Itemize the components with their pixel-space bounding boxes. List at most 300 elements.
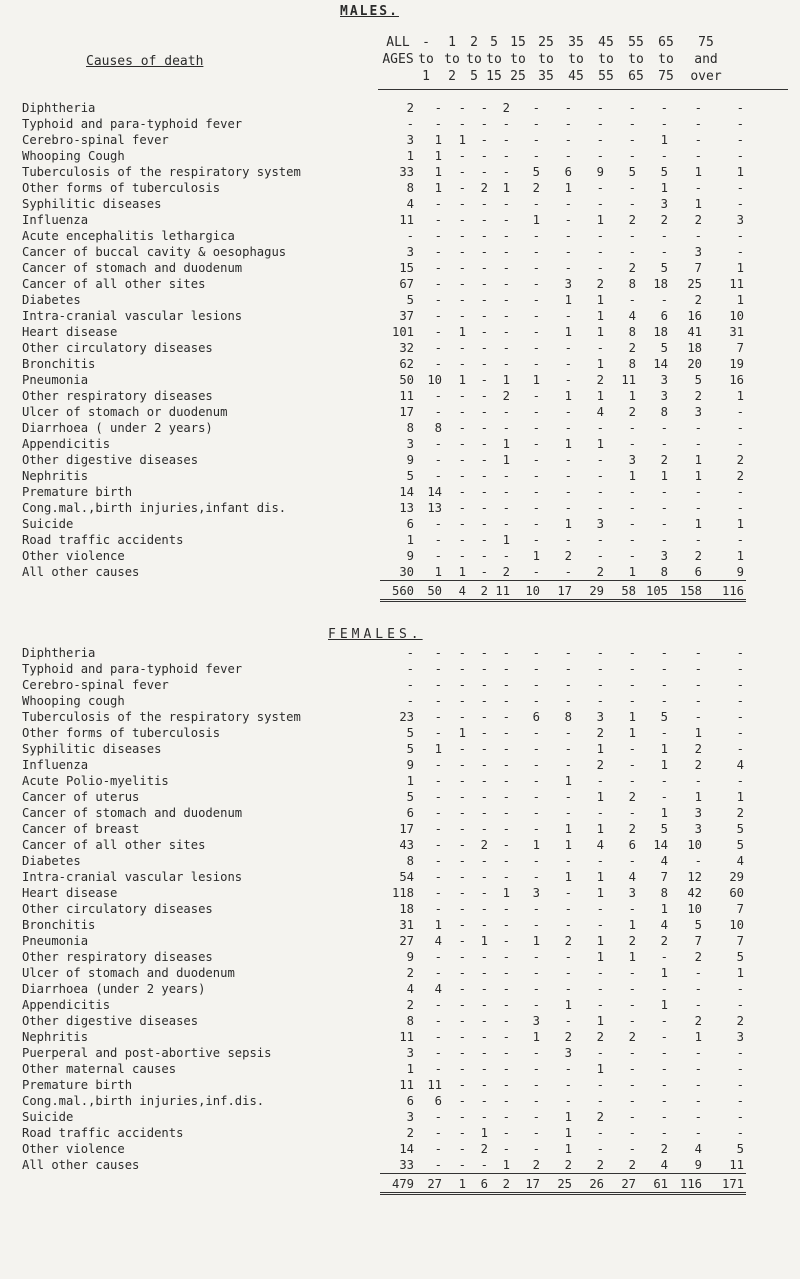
count-cell: -: [736, 726, 744, 740]
cause-label: Pneumonia: [22, 373, 89, 387]
count-cell: -: [480, 149, 488, 163]
count-cell: -: [694, 1110, 702, 1124]
count-cell: 11: [729, 277, 744, 291]
count-cell: -: [736, 1126, 744, 1140]
count-cell: -: [458, 341, 466, 355]
count-cell: 14: [653, 357, 668, 371]
count-cell: -: [434, 678, 442, 692]
count-cell: -: [596, 341, 604, 355]
count-cell: 3: [406, 1046, 414, 1060]
count-cell: 11: [729, 1158, 744, 1172]
count-cell: 3: [628, 453, 636, 467]
count-cell: -: [458, 1094, 466, 1108]
count-cell: 2: [406, 1126, 414, 1140]
cause-label: Diarrhoea (under 2 years): [22, 982, 206, 996]
count-cell: -: [434, 261, 442, 275]
count-cell: -: [694, 1062, 702, 1076]
count-cell: -: [736, 133, 744, 147]
count-cell: 5: [694, 373, 702, 387]
count-cell: 8: [434, 421, 442, 435]
count-cell: -: [458, 710, 466, 724]
cause-label: Pneumonia: [22, 934, 89, 948]
count-cell: -: [458, 950, 466, 964]
count-cell: 2: [628, 790, 636, 804]
count-cell: 10: [729, 918, 744, 932]
count-cell: -: [502, 1014, 510, 1028]
count-cell: -: [480, 774, 488, 788]
count-cell: 2: [628, 261, 636, 275]
count-cell: -: [480, 373, 488, 387]
count-cell: -: [564, 261, 572, 275]
count-cell: -: [458, 245, 466, 259]
count-cell: -: [502, 1142, 510, 1156]
age-column-header: 2 to 5: [466, 35, 482, 84]
count-cell: -: [564, 373, 572, 387]
count-cell: -: [502, 998, 510, 1012]
cause-label: Other circulatory diseases: [22, 902, 213, 916]
count-cell: -: [480, 1094, 488, 1108]
count-cell: -: [502, 1110, 510, 1124]
count-cell: -: [406, 678, 414, 692]
count-cell: -: [434, 405, 442, 419]
count-cell: -: [694, 533, 702, 547]
count-cell: -: [660, 421, 668, 435]
cause-label: Syphilitic diseases: [22, 197, 162, 211]
count-cell: -: [694, 485, 702, 499]
count-cell: 2: [564, 549, 572, 563]
count-cell: -: [564, 341, 572, 355]
totals-spacer: [0, 1174, 380, 1194]
count-cell: 2: [502, 101, 510, 115]
count-cell: -: [660, 950, 668, 964]
count-cell: -: [458, 277, 466, 291]
count-cell: -: [532, 1078, 540, 1092]
count-cell: -: [596, 1126, 604, 1140]
count-cell: 1: [628, 565, 636, 579]
count-cell: -: [502, 245, 510, 259]
count-cell: -: [660, 101, 668, 115]
count-cell: 4: [406, 982, 414, 996]
count-cell: -: [502, 1126, 510, 1140]
count-cell: -: [480, 165, 488, 179]
cause-label: Cancer of breast: [22, 822, 140, 836]
cause-label: Suicide: [22, 1110, 74, 1124]
table-row: [0, 1093, 746, 1109]
count-cell: -: [480, 1046, 488, 1060]
count-cell: -: [628, 101, 636, 115]
count-cell: 1: [628, 918, 636, 932]
count-cell: 10: [687, 838, 702, 852]
header-rule: [378, 89, 788, 90]
count-cell: 2: [694, 742, 702, 756]
count-cell: 8: [660, 886, 668, 900]
count-cell: 2: [694, 213, 702, 227]
count-cell: -: [532, 790, 540, 804]
count-cell: -: [434, 662, 442, 676]
count-cell: -: [502, 1030, 510, 1044]
table-row: [0, 148, 746, 164]
count-cell: -: [458, 421, 466, 435]
count-cell: -: [480, 405, 488, 419]
count-cell: -: [596, 678, 604, 692]
count-cell: -: [596, 197, 604, 211]
table-row: [0, 100, 746, 116]
table-row: [0, 709, 746, 725]
count-cell: 101: [391, 325, 414, 339]
count-cell: 1: [532, 373, 540, 387]
count-cell: 2: [596, 1030, 604, 1044]
count-cell: -: [480, 261, 488, 275]
count-cell: 18: [653, 277, 668, 291]
males-title: MALES.: [340, 4, 399, 19]
count-cell: -: [564, 101, 572, 115]
table-row: [0, 212, 746, 228]
count-cell: -: [502, 405, 510, 419]
count-cell: -: [480, 453, 488, 467]
count-cell: 4: [736, 854, 744, 868]
count-cell: -: [480, 694, 488, 708]
count-cell: 2: [502, 565, 510, 579]
cause-label: Cerebro-spinal fever: [22, 133, 169, 147]
count-cell: -: [434, 309, 442, 323]
cause-label: Bronchitis: [22, 357, 96, 371]
count-cell: -: [660, 1126, 668, 1140]
count-cell: 2: [480, 181, 488, 195]
count-cell: -: [532, 726, 540, 740]
count-cell: -: [564, 1014, 572, 1028]
count-cell: -: [434, 838, 442, 852]
count-cell: 2: [628, 1030, 636, 1044]
table-row: [0, 228, 746, 244]
count-cell: 2: [596, 565, 604, 579]
count-cell: -: [660, 678, 668, 692]
total-cell: 17: [542, 581, 574, 601]
count-cell: -: [480, 678, 488, 692]
count-cell: -: [458, 998, 466, 1012]
table-row: [0, 997, 746, 1013]
count-cell: 4: [694, 1142, 702, 1156]
count-cell: -: [564, 213, 572, 227]
count-cell: -: [736, 1062, 744, 1076]
count-cell: -: [406, 694, 414, 708]
count-cell: 4: [596, 838, 604, 852]
cause-label: Other circulatory diseases: [22, 341, 213, 355]
count-cell: -: [736, 485, 744, 499]
count-cell: 1: [434, 742, 442, 756]
count-cell: -: [596, 966, 604, 980]
count-cell: 14: [399, 485, 414, 499]
count-cell: -: [458, 437, 466, 451]
count-cell: 1: [660, 181, 668, 195]
count-cell: -: [480, 213, 488, 227]
count-cell: 2: [660, 453, 668, 467]
count-cell: -: [502, 325, 510, 339]
count-cell: -: [480, 309, 488, 323]
count-cell: -: [736, 742, 744, 756]
count-cell: 2: [564, 1158, 572, 1172]
count-cell: -: [564, 357, 572, 371]
cause-label: Road traffic accidents: [22, 533, 184, 547]
count-cell: 1: [596, 309, 604, 323]
count-cell: -: [458, 822, 466, 836]
count-cell: -: [502, 1078, 510, 1092]
count-cell: -: [660, 117, 668, 131]
count-cell: 2: [406, 998, 414, 1012]
table-row: [0, 1125, 746, 1141]
count-cell: -: [502, 790, 510, 804]
count-cell: -: [736, 245, 744, 259]
count-cell: -: [502, 421, 510, 435]
cause-label: Cancer of stomach and duodenum: [22, 261, 243, 275]
total-cell: 6: [468, 1174, 490, 1194]
count-cell: -: [458, 485, 466, 499]
count-cell: 16: [687, 309, 702, 323]
count-cell: -: [480, 421, 488, 435]
count-cell: -: [480, 710, 488, 724]
count-cell: 8: [406, 421, 414, 435]
table-row: [0, 837, 746, 853]
count-cell: -: [434, 998, 442, 1012]
count-cell: -: [628, 758, 636, 772]
count-cell: -: [458, 902, 466, 916]
count-cell: -: [480, 662, 488, 676]
count-cell: -: [502, 165, 510, 179]
count-cell: -: [458, 293, 466, 307]
count-cell: -: [736, 533, 744, 547]
count-cell: -: [480, 1078, 488, 1092]
count-cell: -: [434, 774, 442, 788]
count-cell: 1: [406, 774, 414, 788]
count-cell: -: [480, 245, 488, 259]
count-cell: 12: [687, 870, 702, 884]
count-cell: -: [628, 149, 636, 163]
count-cell: -: [502, 950, 510, 964]
count-cell: 2: [694, 758, 702, 772]
count-cell: 8: [564, 710, 572, 724]
count-cell: -: [736, 694, 744, 708]
count-cell: 18: [653, 325, 668, 339]
count-cell: -: [502, 918, 510, 932]
count-cell: -: [434, 1158, 442, 1172]
age-column-header: 1 to 2: [444, 35, 460, 84]
cause-label: Premature birth: [22, 485, 133, 499]
count-cell: 1: [596, 870, 604, 884]
count-cell: 2: [694, 549, 702, 563]
count-cell: -: [694, 181, 702, 195]
count-cell: -: [458, 309, 466, 323]
count-cell: -: [660, 662, 668, 676]
count-cell: -: [434, 1142, 442, 1156]
count-cell: -: [628, 806, 636, 820]
table-row: [0, 436, 746, 452]
count-cell: -: [502, 549, 510, 563]
count-cell: -: [434, 758, 442, 772]
table-row: [0, 933, 746, 949]
count-cell: -: [458, 181, 466, 195]
totals-row: [0, 1174, 746, 1194]
count-cell: -: [434, 341, 442, 355]
count-cell: 7: [660, 870, 668, 884]
count-cell: -: [434, 966, 442, 980]
count-cell: 42: [687, 886, 702, 900]
count-cell: 1: [660, 133, 668, 147]
count-cell: -: [502, 662, 510, 676]
count-cell: 3: [564, 1046, 572, 1060]
count-cell: 1: [502, 533, 510, 547]
count-cell: -: [502, 726, 510, 740]
count-cell: -: [532, 950, 540, 964]
cause-label: Other digestive diseases: [22, 453, 199, 467]
count-cell: -: [458, 405, 466, 419]
table-row: [0, 1029, 746, 1045]
count-cell: 1: [596, 293, 604, 307]
count-cell: -: [532, 117, 540, 131]
count-cell: -: [502, 1062, 510, 1076]
count-cell: 10: [427, 373, 442, 387]
count-cell: 2: [596, 277, 604, 291]
table-row: [0, 484, 746, 500]
count-cell: -: [434, 389, 442, 403]
count-cell: -: [564, 1078, 572, 1092]
count-cell: -: [434, 694, 442, 708]
count-cell: -: [502, 1046, 510, 1060]
count-cell: 2: [596, 726, 604, 740]
count-cell: 1: [596, 886, 604, 900]
total-cell: 4: [444, 581, 468, 601]
count-cell: -: [532, 245, 540, 259]
count-cell: -: [480, 998, 488, 1012]
count-cell: -: [564, 950, 572, 964]
count-cell: -: [628, 117, 636, 131]
count-cell: -: [564, 149, 572, 163]
count-cell: -: [532, 902, 540, 916]
count-cell: 1: [596, 1014, 604, 1028]
count-cell: -: [564, 133, 572, 147]
count-cell: 10: [729, 309, 744, 323]
count-cell: 41: [687, 325, 702, 339]
count-cell: 6: [628, 838, 636, 852]
cause-label: Appendicitis: [22, 998, 111, 1012]
count-cell: 2: [596, 1158, 604, 1172]
count-cell: -: [628, 662, 636, 676]
count-cell: 2: [564, 1030, 572, 1044]
count-cell: -: [660, 517, 668, 531]
count-cell: -: [628, 678, 636, 692]
count-cell: -: [660, 1030, 668, 1044]
cause-label: Appendicitis: [22, 437, 111, 451]
count-cell: -: [628, 197, 636, 211]
count-cell: 1: [564, 181, 572, 195]
count-cell: 32: [399, 341, 414, 355]
count-cell: 1: [628, 389, 636, 403]
count-cell: 9: [406, 950, 414, 964]
cause-label: Diphtheria: [22, 646, 96, 660]
count-cell: 5: [694, 918, 702, 932]
count-cell: -: [736, 501, 744, 515]
count-cell: -: [458, 165, 466, 179]
count-cell: -: [532, 533, 540, 547]
count-cell: 4: [434, 934, 442, 948]
table-row: [0, 308, 746, 324]
count-cell: 3: [406, 1110, 414, 1124]
count-cell: -: [660, 726, 668, 740]
count-cell: -: [532, 293, 540, 307]
count-cell: -: [564, 245, 572, 259]
count-cell: -: [736, 117, 744, 131]
count-cell: -: [628, 181, 636, 195]
cause-label: Premature birth: [22, 1078, 133, 1092]
count-cell: 2: [694, 389, 702, 403]
count-cell: -: [660, 533, 668, 547]
count-cell: 2: [532, 181, 540, 195]
count-cell: -: [458, 982, 466, 996]
count-cell: -: [532, 149, 540, 163]
count-cell: -: [596, 1078, 604, 1092]
count-cell: 11: [399, 213, 414, 227]
count-cell: -: [596, 229, 604, 243]
count-cell: -: [532, 742, 540, 756]
count-cell: -: [660, 293, 668, 307]
count-cell: -: [532, 389, 540, 403]
count-cell: -: [480, 918, 488, 932]
table-row: [0, 1109, 746, 1125]
count-cell: 1: [564, 1142, 572, 1156]
count-cell: -: [502, 309, 510, 323]
count-cell: -: [694, 1078, 702, 1092]
count-cell: -: [532, 325, 540, 339]
count-cell: 7: [736, 902, 744, 916]
count-cell: 18: [687, 341, 702, 355]
count-cell: 3: [694, 822, 702, 836]
count-cell: -: [736, 710, 744, 724]
count-cell: 1: [458, 325, 466, 339]
age-column-header: 15 to 25: [510, 35, 526, 84]
count-cell: 11: [399, 1030, 414, 1044]
count-cell: 2: [480, 1142, 488, 1156]
count-cell: -: [694, 149, 702, 163]
count-cell: -: [458, 101, 466, 115]
count-cell: -: [532, 646, 540, 660]
count-cell: 1: [532, 549, 540, 563]
count-cell: 1: [564, 774, 572, 788]
cause-label: Other maternal causes: [22, 1062, 177, 1076]
count-cell: -: [660, 694, 668, 708]
count-cell: -: [660, 229, 668, 243]
count-cell: -: [458, 261, 466, 275]
count-cell: -: [434, 806, 442, 820]
cause-label: All other causes: [22, 1158, 140, 1173]
count-cell: 27: [399, 934, 414, 948]
table-row: [0, 1045, 746, 1061]
count-cell: 2: [660, 213, 668, 227]
count-cell: -: [502, 822, 510, 836]
count-cell: 6: [660, 309, 668, 323]
count-cell: 9: [406, 758, 414, 772]
count-cell: 1: [564, 822, 572, 836]
count-cell: -: [596, 1094, 604, 1108]
count-cell: 4: [434, 982, 442, 996]
count-cell: 1: [596, 389, 604, 403]
table-row: [0, 260, 746, 276]
table-row: [0, 741, 746, 757]
count-cell: 2: [480, 838, 488, 852]
count-cell: 1: [596, 742, 604, 756]
count-cell: -: [564, 469, 572, 483]
count-cell: 9: [736, 565, 744, 579]
count-cell: 3: [694, 806, 702, 820]
cause-label: Cerebro-spinal fever: [22, 678, 169, 692]
count-cell: 1: [502, 453, 510, 467]
